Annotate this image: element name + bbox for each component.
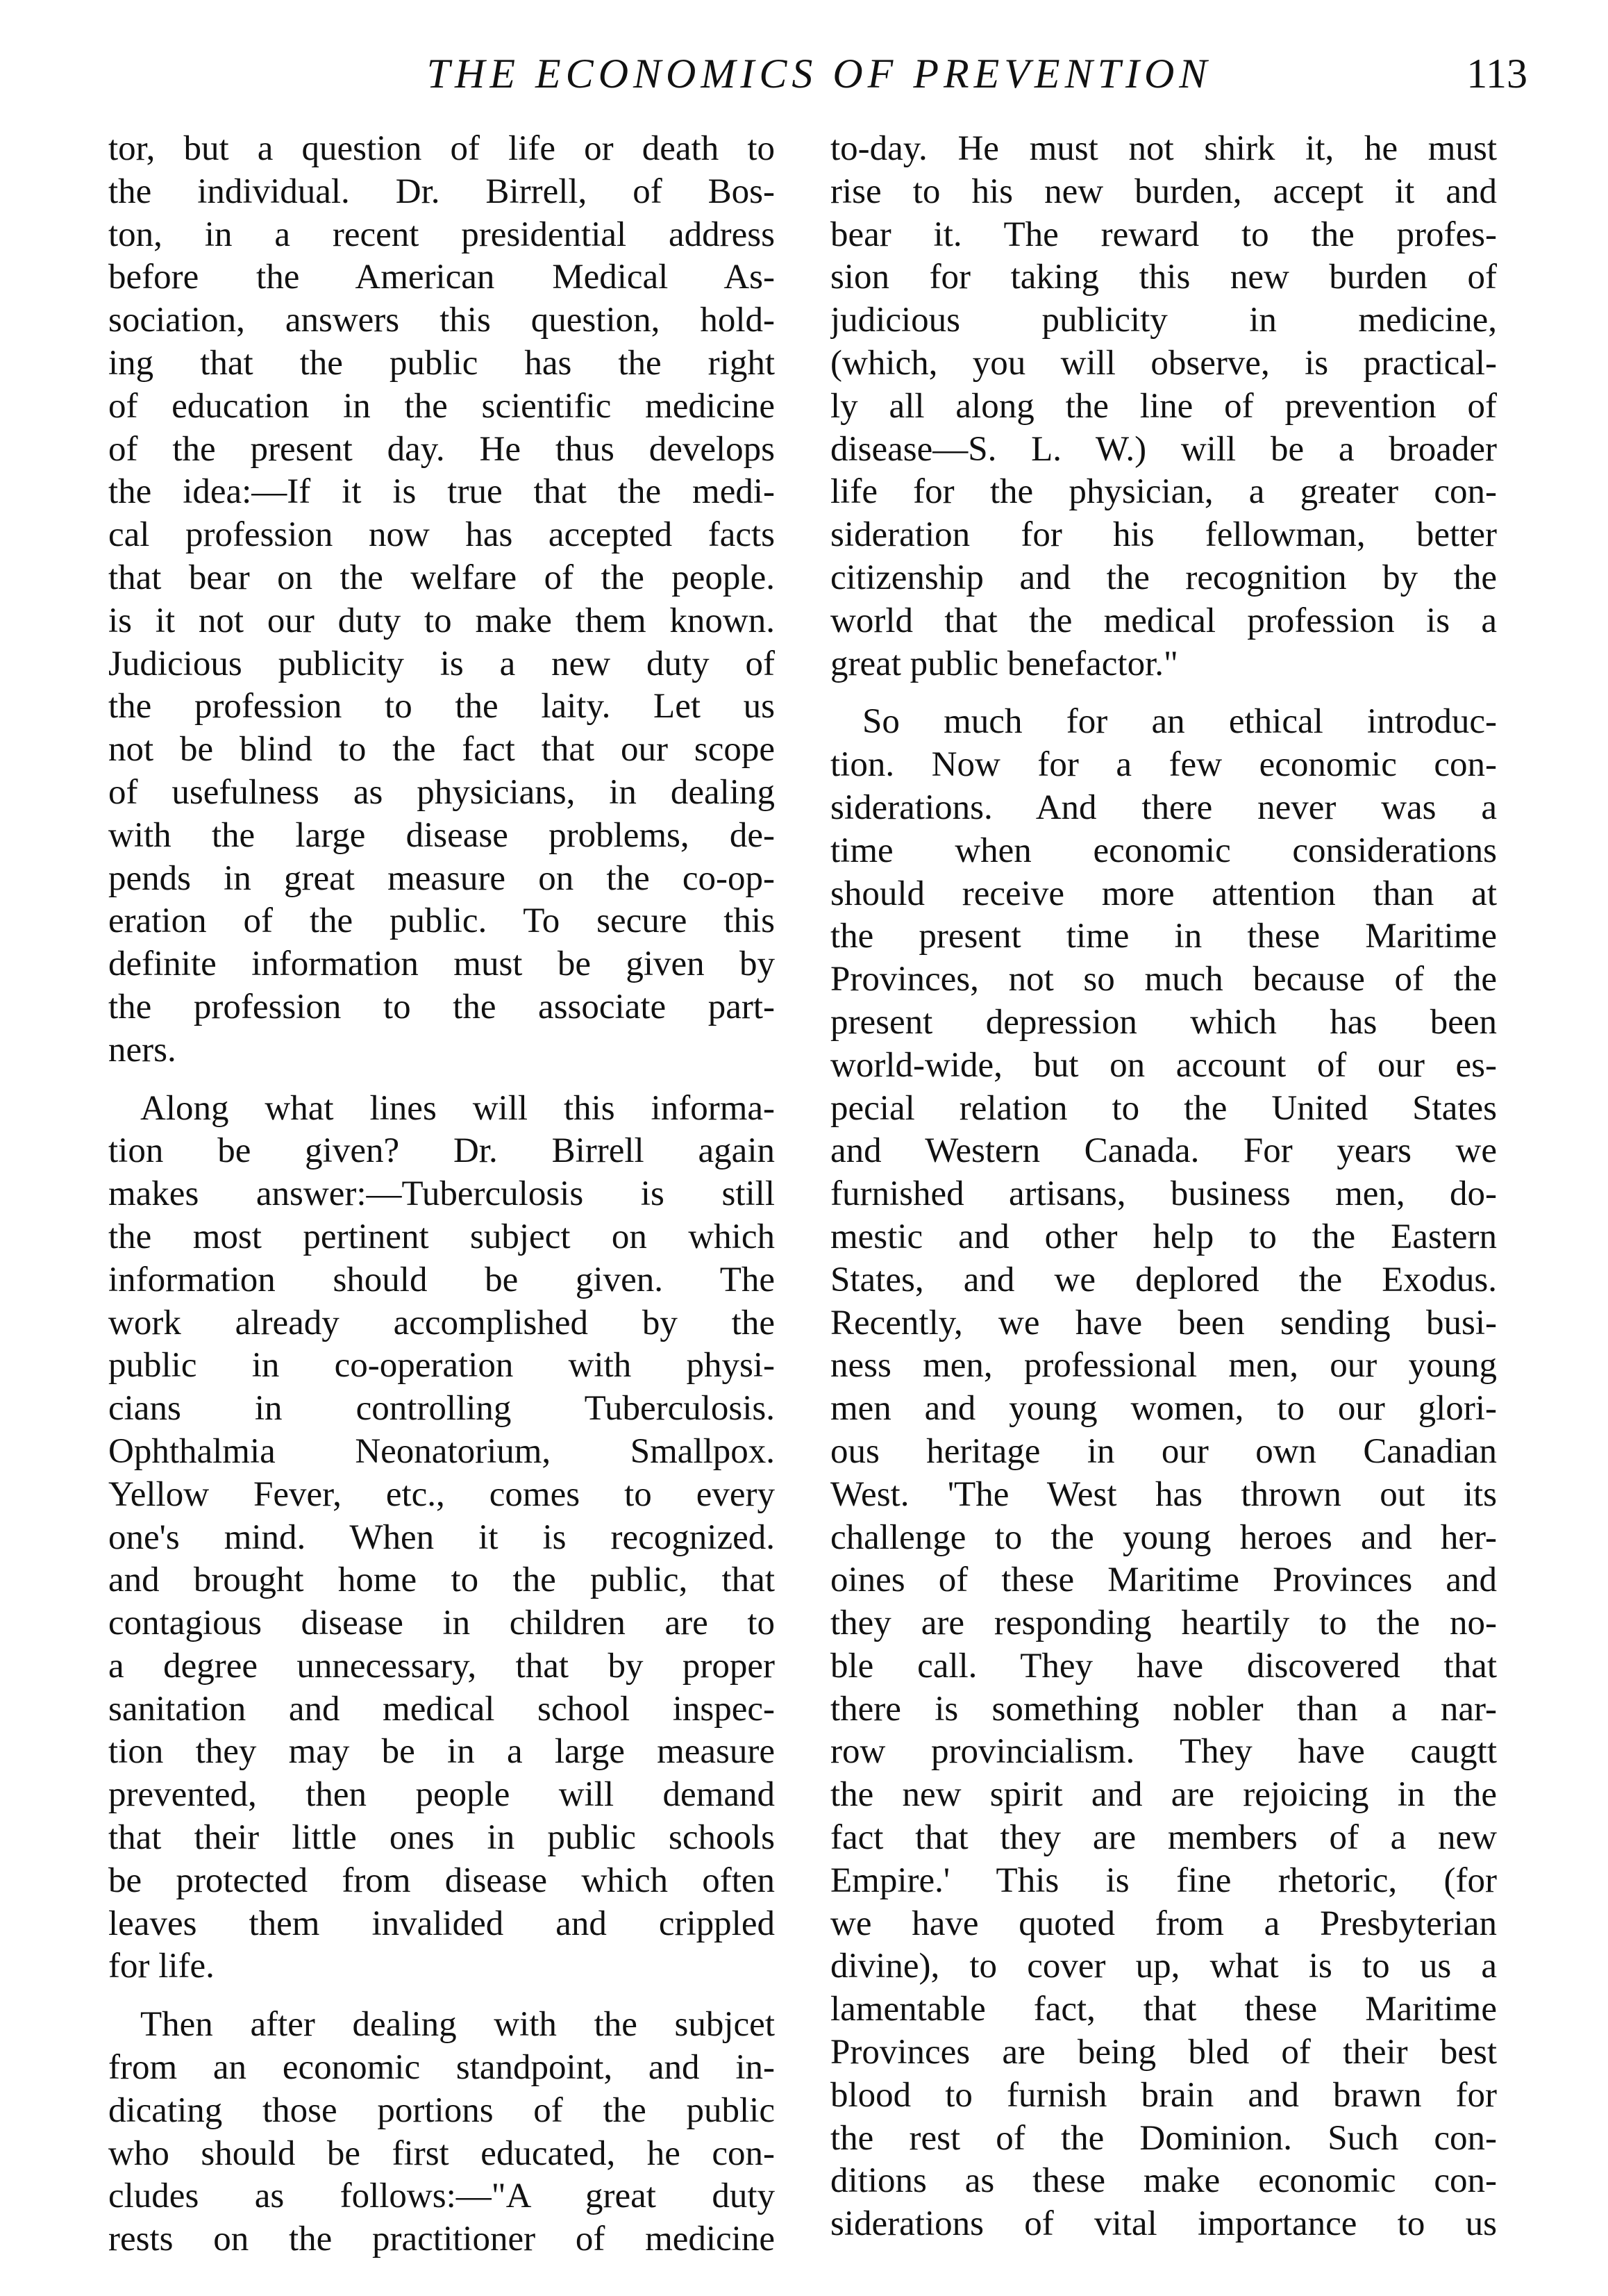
text-line: (which, you will observe, is practical- <box>830 343 1497 383</box>
text-line: mestic and other help to the Eastern <box>830 1217 1497 1256</box>
text-line: cludes as follows:—"A great duty <box>108 2177 775 2216</box>
text-line: So much for an ethical introduc- <box>862 702 1497 742</box>
text-line: the idea:—If it is true that the medi- <box>108 472 775 512</box>
running-title: THE ECONOMICS OF PREVENTION <box>426 51 1212 97</box>
text-line: cal profession now has accepted facts <box>108 515 775 555</box>
text-line: tion they may be in a large measure <box>108 1732 775 1772</box>
text-line: that their little ones in public schools <box>108 1818 775 1858</box>
text-line: ditions as these make economic con- <box>830 2161 1497 2201</box>
text-line: public in co-operation with physi- <box>108 1346 775 1386</box>
text-line: fact that they are members of a new <box>830 1818 1497 1858</box>
text-line: world-wide, but on account of our es- <box>830 1045 1497 1085</box>
text-line: they are responding heartily to the no- <box>830 1604 1497 1643</box>
text-line: West. 'The West has thrown out its <box>830 1474 1497 1514</box>
text-line: to-day. He must not shirk it, he must <box>830 129 1497 168</box>
text-line: and Western Canada. For years we <box>830 1131 1497 1171</box>
text-line: States, and we deplored the Exodus. <box>830 1260 1497 1299</box>
text-line: cians in controlling Tuberculosis. <box>108 1389 775 1429</box>
text-line: ble call. They have discovered that <box>830 1646 1497 1686</box>
text-line: before the American Medical As- <box>108 258 775 297</box>
text-line: row provincialism. They have caugtt <box>830 1732 1497 1772</box>
text-line: not be blind to the fact that our scope <box>108 730 775 770</box>
text-line: contagious disease in children are to <box>108 1604 775 1643</box>
text-line: definite information must be given by <box>108 945 775 984</box>
text-line: disease—S. L. W.) will be a broader <box>830 429 1497 469</box>
text-line: men and young women, to our glori- <box>830 1389 1497 1429</box>
text-line: Provinces are being bled of their best <box>830 2033 1497 2072</box>
text-line: citizenship and the recognition by the <box>830 558 1497 597</box>
right-column <box>830 128 1497 2246</box>
text-line: Judicious publicity is a new duty of <box>108 644 775 683</box>
text-line: of the present day. He thus develops <box>108 429 775 469</box>
paragraph <box>830 701 1497 2246</box>
text-line: ton, in a recent presidential address <box>108 215 775 254</box>
text-line: furnished artisans, business men, do- <box>830 1174 1497 1214</box>
text-line: ness men, professional men, our young <box>830 1346 1497 1386</box>
text-line: prevented, then people will demand <box>108 1775 775 1815</box>
text-line: world that the medical profession is a <box>830 601 1497 640</box>
text-line: of education in the scientific medicine <box>108 386 775 426</box>
text-line: divine), to cover up, what is to us a <box>830 1947 1497 1986</box>
text-line: with the large disease problems, de- <box>108 815 775 855</box>
text-line: tion. Now for a few economic con- <box>830 745 1497 785</box>
text-line: great public benefactor." <box>830 644 1178 683</box>
text-line: the profession to the associate part- <box>108 987 775 1026</box>
text-line: Yellow Fever, etc., comes to every <box>108 1474 775 1514</box>
text-line: oines of these Maritime Provinces and <box>830 1561 1497 1600</box>
text-line: the new spirit and are rejoicing in the <box>830 1775 1497 1815</box>
text-line: there is something nobler than a nar- <box>830 1689 1497 1729</box>
text-line: work already accomplished by the <box>108 1303 775 1342</box>
running-head <box>111 46 1527 101</box>
text-line: life for the physician, a greater con- <box>830 472 1497 512</box>
text-line: challenge to the young heroes and her- <box>830 1517 1497 1557</box>
text-line: ly all along the line of prevention of <box>830 386 1497 426</box>
paragraph <box>108 128 775 1072</box>
paragraph <box>108 2004 775 2261</box>
text-line: a degree unnecessary, that by proper <box>108 1646 775 1686</box>
text-line: rests on the practitioner of medicine <box>108 2220 775 2259</box>
text-line: be protected from disease which often <box>108 1861 775 1900</box>
text-line: sideration for his fellowman, better <box>830 515 1497 555</box>
text-line: we have quoted from a Presbyterian <box>830 1904 1497 1943</box>
text-line: the most pertinent subject on which <box>108 1217 775 1256</box>
text-line: Ophthalmia Neonatorium, Smallpox. <box>108 1431 775 1471</box>
text-line: tor, but a question of life or death to <box>108 129 775 168</box>
text-line: should receive more attention than at <box>830 874 1497 913</box>
text-line: who should be first educated, he con- <box>108 2133 775 2173</box>
text-line: blood to furnish brain and brawn for <box>830 2075 1497 2115</box>
text-line: makes answer:—Tuberculosis is still <box>108 1174 775 1214</box>
text-line: ing that the public has the right <box>108 343 775 383</box>
text-line: time when economic considerations <box>830 831 1497 870</box>
text-line: Along what lines will this informa- <box>140 1088 775 1128</box>
text-line: ners. <box>108 1030 176 1070</box>
text-line: bear it. The reward to the profes- <box>830 215 1497 254</box>
text-line: of usefulness as physicians, in dealing <box>108 772 775 812</box>
text-line: the present time in these Maritime <box>830 917 1497 956</box>
text-line: judicious publicity in medicine, <box>830 301 1497 340</box>
text-line: for life. <box>108 1947 215 1986</box>
text-line: leaves them invalided and crippled <box>108 1904 775 1943</box>
text-line: sociation, answers this question, hold- <box>108 301 775 340</box>
text-line: pends in great measure on the co-op- <box>108 858 775 898</box>
text-line: present depression which has been <box>830 1002 1497 1042</box>
text-line: tion be given? Dr. Birrell again <box>108 1131 775 1171</box>
paragraph <box>830 128 1497 685</box>
page-number: 113 <box>1466 51 1527 97</box>
text-line: dicating those portions of the public <box>108 2090 775 2130</box>
text-line: is it not our duty to make them known. <box>108 601 775 640</box>
text-line: the rest of the Dominion. Such con- <box>830 2118 1497 2158</box>
text-line: information should be given. The <box>108 1260 775 1299</box>
text-line: one's mind. When it is recognized. <box>108 1517 775 1557</box>
text-line: that bear on the welfare of the people. <box>108 558 775 597</box>
text-line: rise to his new burden, accept it and <box>830 172 1497 211</box>
text-line: the profession to the laity. Let us <box>108 687 775 726</box>
text-line: sion for taking this new burden of <box>830 258 1497 297</box>
text-line: from an economic standpoint, and in- <box>108 2048 775 2088</box>
text-line: and brought home to the public, that <box>108 1561 775 1600</box>
text-line: sanitation and medical school inspec- <box>108 1689 775 1729</box>
text-line: Recently, we have been sending busi- <box>830 1303 1497 1342</box>
text-line: Then after dealing with the subjcet <box>140 2005 775 2045</box>
text-line: ous heritage in our own Canadian <box>830 1431 1497 1471</box>
text-line: lamentable fact, that these Maritime <box>830 1990 1497 2029</box>
left-column <box>108 128 775 2261</box>
text-line: Provinces, not so much because of the <box>830 960 1497 999</box>
text-line: eration of the public. To secure this <box>108 901 775 941</box>
text-line: siderations. And there never was a <box>830 788 1497 827</box>
text-line: siderations of vital importance to us <box>830 2204 1497 2244</box>
text-line: pecial relation to the United States <box>830 1088 1497 1128</box>
text-line: Empire.' This is fine rhetoric, (for <box>830 1861 1497 1900</box>
paragraph <box>108 1088 775 1989</box>
text-line: the individual. Dr. Birrell, of Bos- <box>108 172 775 211</box>
